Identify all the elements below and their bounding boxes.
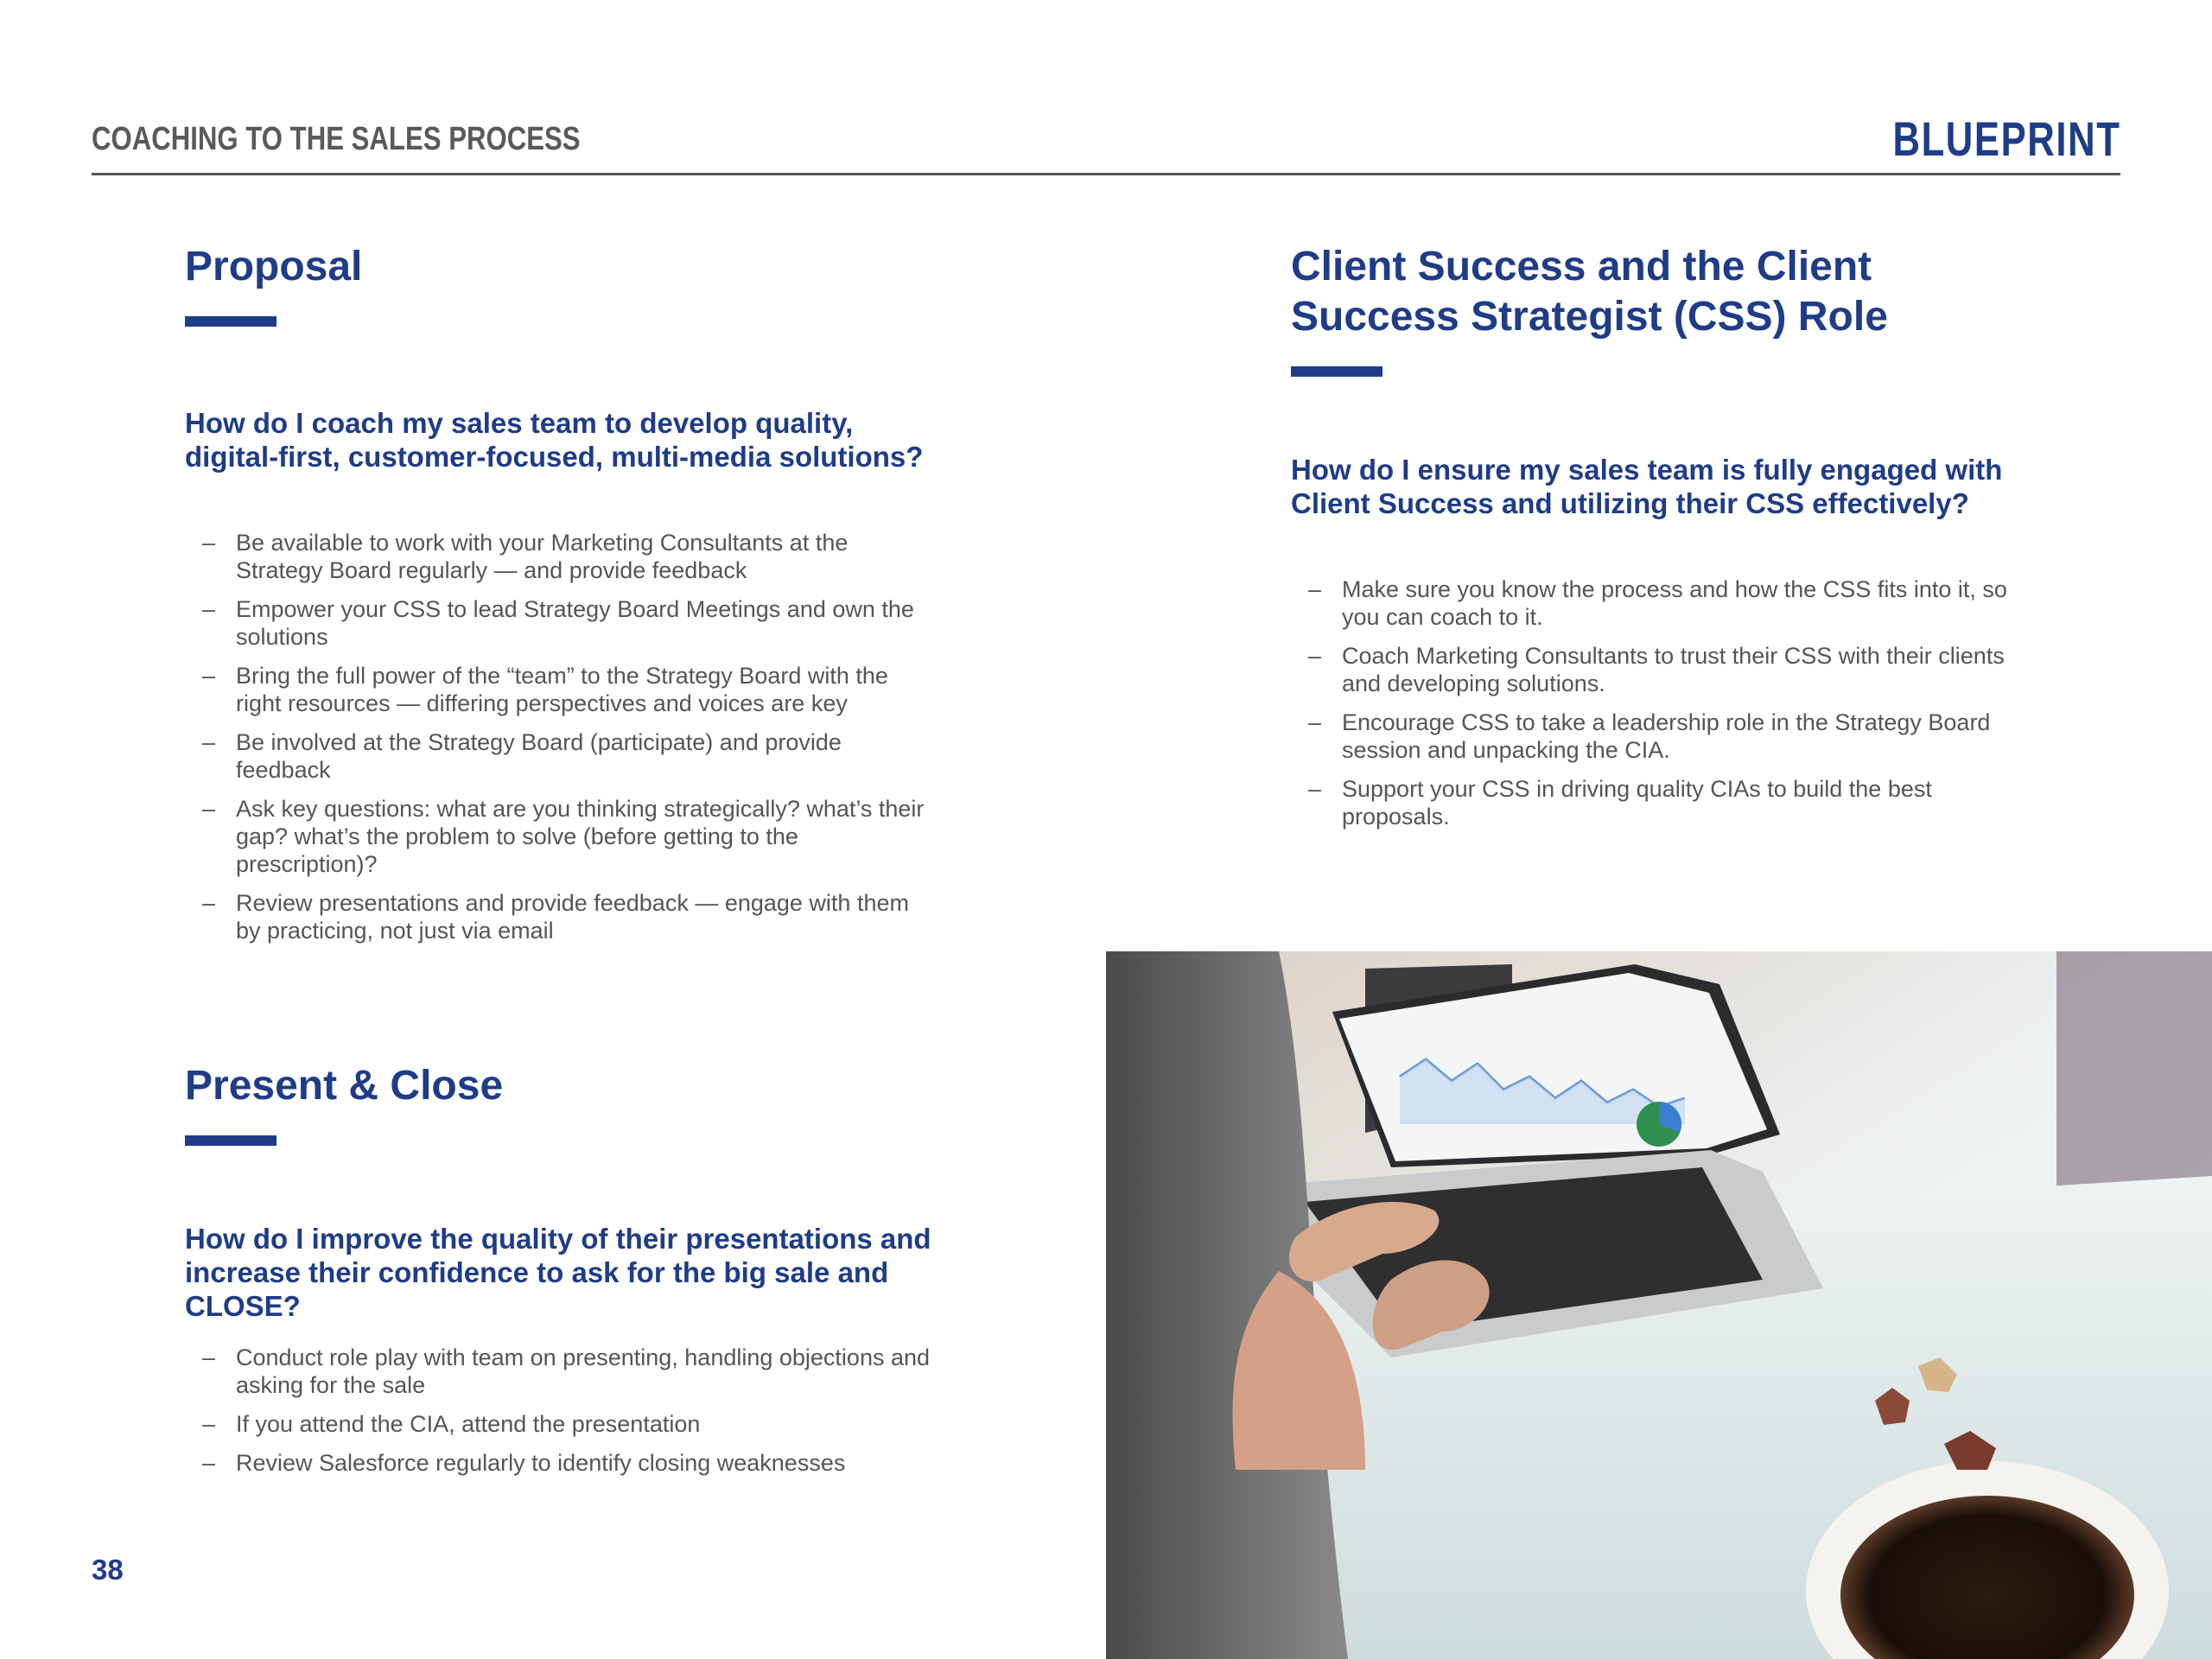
proposal-question: How do I coach my sales team to develop quality, digital-first, customer-focused, multi-media solutions? [185, 407, 924, 473]
list-item-text: Ask key questions: what are you thinking strategically? what’s their gap? what’s the problem to solve (before getting to the prescription)? [236, 796, 925, 877]
client-success-heading [1291, 242, 2069, 342]
dash-bullet: – [202, 890, 216, 916]
list-item [185, 795, 928, 878]
list-item [185, 529, 928, 584]
list-item-text: Review presentations and provide feedback — engage with them by practicing, not just via email [236, 890, 909, 944]
header-divider [92, 173, 2120, 175]
dash-bullet: – [202, 796, 216, 822]
brand-logo: BLUEPRINT [1892, 111, 2120, 166]
dash-bullet: – [202, 729, 216, 755]
dash-bullet: – [1308, 643, 1322, 669]
present-close-list [185, 1344, 945, 1488]
running-header-title: COACHING TO THE SALES PROCESS [92, 121, 581, 157]
list-item [1291, 709, 2034, 764]
list-item-text: Review Salesforce regularly to identify closing weaknesses [236, 1450, 846, 1476]
page-number: 38 [92, 1554, 124, 1586]
client-success-accent-bar [1291, 366, 1382, 377]
dash-bullet: – [202, 1450, 216, 1476]
client-success-heading-line1: Client Success and the Client [1291, 244, 1872, 289]
present-close-accent-bar [185, 1135, 276, 1146]
list-item-text: Coach Marketing Consultants to trust their CSS with their clients and developing solutions. [1342, 643, 2005, 696]
laptop-photo [1106, 951, 2212, 1659]
list-item-text: Be involved at the Strategy Board (participate) and provide feedback [236, 729, 842, 783]
list-item-text: Make sure you know the process and how the CSS fits into it, so you can coach to it. [1342, 576, 2007, 630]
list-item [1291, 642, 2034, 697]
list-item-text: Be available to work with your Marketing Consultants at the Strategy Board regularly — and provide feedback [236, 530, 849, 583]
list-item-text: Conduct role play with team on presenting, handling objections and asking for the sale [236, 1344, 931, 1398]
list-item-text: Empower your CSS to lead Strategy Board Meetings and own the solutions [236, 596, 914, 650]
list-item [1291, 575, 2034, 631]
list-item [185, 728, 928, 784]
proposal-heading: Proposal [185, 244, 363, 289]
client-success-heading-line2: Success Strategist (CSS) Role [1291, 294, 1888, 340]
dash-bullet: – [202, 1344, 216, 1370]
dash-bullet: – [1308, 576, 1322, 602]
dash-bullet: – [202, 596, 216, 622]
dash-bullet: – [202, 1411, 216, 1437]
list-item [185, 1344, 945, 1399]
list-item [185, 1449, 945, 1477]
present-close-question: How do I improve the quality of their presentations and increase their confidence to ask for the big sale and CLOSE? [185, 1223, 931, 1322]
list-item-text: Support your CSS in driving quality CIAs to build the best proposals. [1342, 776, 1932, 830]
list-item [185, 662, 928, 717]
laptop-photo-illustration [1106, 951, 2212, 1659]
list-item-text: Bring the full power of the “team” to the Strategy Board with the right resources — differing perspectives and voices are key [236, 663, 888, 716]
present-close-heading: Present & Close [185, 1063, 504, 1109]
list-item [1291, 775, 2034, 830]
list-item [185, 889, 928, 944]
dash-bullet: – [202, 530, 216, 556]
dash-bullet: – [202, 663, 216, 689]
list-item-text: If you attend the CIA, attend the presentation [236, 1411, 701, 1437]
dash-bullet: – [1308, 776, 1322, 802]
client-success-question: How do I ensure my sales team is fully engaged with Client Success and utilizing their CSS effectively? [1291, 454, 2003, 519]
dash-bullet: – [1308, 709, 1322, 735]
client-success-list [1291, 575, 2034, 842]
list-item [185, 1410, 945, 1438]
proposal-accent-bar [185, 316, 276, 327]
list-item-text: Encourage CSS to take a leadership role in the Strategy Board session and unpacking the CIA. [1342, 709, 1991, 763]
proposal-list [185, 529, 928, 956]
list-item [185, 595, 928, 651]
